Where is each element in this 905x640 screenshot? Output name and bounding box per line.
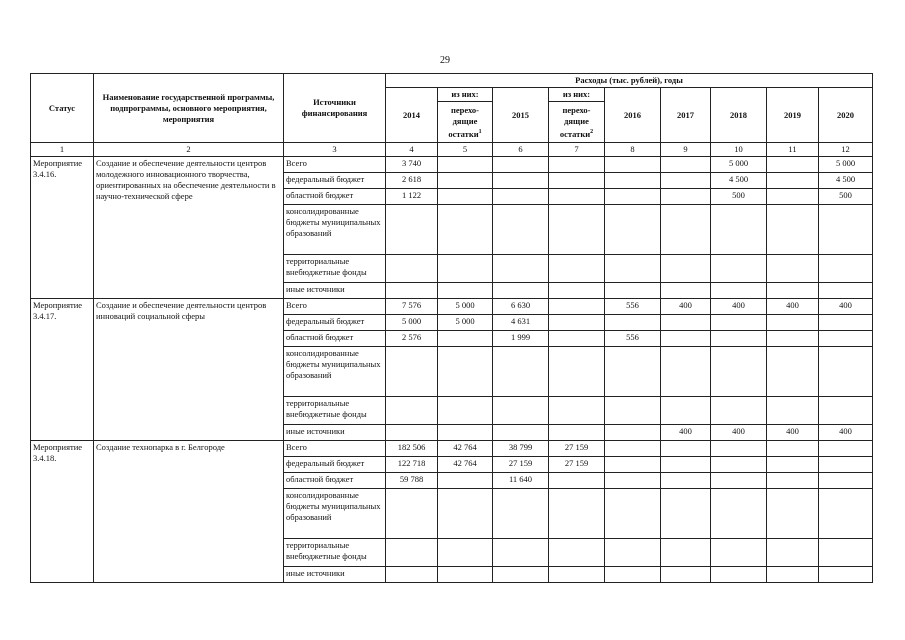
header-expenses: Расходы (тыс. рублей), годы: [386, 74, 873, 88]
header-2015: 2015: [493, 88, 549, 143]
funding-source-cell: областной бюджет: [284, 331, 386, 347]
amount-cell: [549, 255, 605, 283]
header-transitional-1: [438, 102, 493, 143]
amount-cell: [661, 283, 711, 299]
amount-cell: 400: [819, 425, 873, 441]
amount-cell: [493, 347, 549, 397]
amount-cell: [605, 347, 661, 397]
amount-cell: [549, 299, 605, 315]
amount-cell: [767, 189, 819, 205]
amount-cell: [549, 331, 605, 347]
amount-cell: [819, 441, 873, 457]
amount-cell: [711, 205, 767, 255]
amount-cell: 5 000: [438, 299, 493, 315]
amount-cell: [493, 539, 549, 567]
amount-cell: [549, 315, 605, 331]
amount-cell: [767, 205, 819, 255]
funding-source-cell: федеральный бюджет: [284, 173, 386, 189]
status-cell: Мероприятие 3.4.17.: [31, 299, 94, 441]
amount-cell: [767, 567, 819, 583]
column-number-row: [31, 143, 873, 157]
amount-cell: 2 576: [386, 331, 438, 347]
amount-cell: [711, 441, 767, 457]
budget-table: [30, 73, 873, 583]
table-header: [31, 74, 873, 157]
amount-cell: [819, 331, 873, 347]
amount-cell: 59 788: [386, 473, 438, 489]
amount-cell: 4 500: [819, 173, 873, 189]
amount-cell: [605, 255, 661, 283]
amount-cell: [711, 283, 767, 299]
amount-cell: 1 122: [386, 189, 438, 205]
amount-cell: [819, 283, 873, 299]
funding-source-cell: Всего: [284, 299, 386, 315]
header-2020: 2020: [819, 88, 873, 143]
amount-cell: [661, 189, 711, 205]
table-row: [31, 157, 873, 173]
funding-source-cell: Всего: [284, 157, 386, 173]
amount-cell: 5 000: [711, 157, 767, 173]
amount-cell: [819, 539, 873, 567]
amount-cell: [711, 315, 767, 331]
amount-cell: 182 506: [386, 441, 438, 457]
amount-cell: [767, 473, 819, 489]
amount-cell: [386, 255, 438, 283]
amount-cell: [819, 473, 873, 489]
amount-cell: [605, 315, 661, 331]
funding-source-cell: консолидированные бюджеты муниципальных образований: [284, 205, 386, 255]
amount-cell: 3 740: [386, 157, 438, 173]
amount-cell: [661, 567, 711, 583]
amount-cell: [605, 205, 661, 255]
amount-cell: 2 618: [386, 173, 438, 189]
column-number: 12: [819, 143, 873, 157]
amount-cell: [819, 205, 873, 255]
amount-cell: 38 799: [493, 441, 549, 457]
amount-cell: [711, 331, 767, 347]
amount-cell: [605, 283, 661, 299]
header-sources: Источники финансирования: [284, 74, 386, 143]
funding-source-cell: иные источники: [284, 567, 386, 583]
amount-cell: 122 718: [386, 457, 438, 473]
amount-cell: [661, 397, 711, 425]
amount-cell: [661, 473, 711, 489]
amount-cell: [493, 567, 549, 583]
amount-cell: [819, 457, 873, 473]
header-status: Статус: [31, 74, 94, 143]
footnote-1: 1: [478, 128, 482, 135]
amount-cell: [767, 315, 819, 331]
amount-cell: [711, 473, 767, 489]
amount-cell: 5 000: [438, 315, 493, 331]
amount-cell: [493, 255, 549, 283]
amount-cell: [438, 473, 493, 489]
column-number: 8: [605, 143, 661, 157]
header-2016: 2016: [605, 88, 661, 143]
amount-cell: [605, 489, 661, 539]
activity-name-cell: Создание и обеспечение деятельности центров молодежного инновационного творчества, ориентированных на обеспечение деятельности в научно-технической сфере: [94, 157, 284, 299]
column-number: 1: [31, 143, 94, 157]
column-number: 5: [438, 143, 493, 157]
amount-cell: 400: [711, 425, 767, 441]
amount-cell: [767, 441, 819, 457]
funding-source-cell: консолидированные бюджеты муниципальных образований: [284, 347, 386, 397]
header-2019: 2019: [767, 88, 819, 143]
amount-cell: [386, 347, 438, 397]
amount-cell: 1 999: [493, 331, 549, 347]
amount-cell: [661, 489, 711, 539]
amount-cell: [819, 315, 873, 331]
amount-cell: [549, 489, 605, 539]
amount-cell: [711, 347, 767, 397]
amount-cell: [386, 567, 438, 583]
header-2014: 2014: [386, 88, 438, 143]
amount-cell: [438, 347, 493, 397]
column-number: 4: [386, 143, 438, 157]
amount-cell: [767, 255, 819, 283]
amount-cell: [438, 331, 493, 347]
amount-cell: [549, 473, 605, 489]
amount-cell: [605, 173, 661, 189]
header-transitional-2-text: перехо-дящие остатки: [559, 104, 591, 139]
amount-cell: [493, 205, 549, 255]
table-row: [31, 299, 873, 315]
amount-cell: 5 000: [819, 157, 873, 173]
amount-cell: [767, 347, 819, 397]
amount-cell: 4 500: [711, 173, 767, 189]
amount-cell: [438, 157, 493, 173]
amount-cell: [438, 425, 493, 441]
header-2017: 2017: [661, 88, 711, 143]
amount-cell: 27 159: [549, 441, 605, 457]
amount-cell: [711, 457, 767, 473]
header-transitional-1-text: перехо-дящие остатки: [448, 104, 479, 139]
status-cell: Мероприятие 3.4.18.: [31, 441, 94, 583]
funding-source-cell: территориальные внебюджетные фонды: [284, 255, 386, 283]
amount-cell: [549, 173, 605, 189]
amount-cell: [605, 567, 661, 583]
amount-cell: [493, 189, 549, 205]
amount-cell: [767, 157, 819, 173]
amount-cell: [438, 205, 493, 255]
amount-cell: [438, 283, 493, 299]
amount-cell: [605, 425, 661, 441]
amount-cell: [605, 441, 661, 457]
amount-cell: 500: [711, 189, 767, 205]
amount-cell: [661, 441, 711, 457]
amount-cell: [661, 539, 711, 567]
amount-cell: [493, 489, 549, 539]
activity-name-cell: Создание и обеспечение деятельности центров инноваций социальной сферы: [94, 299, 284, 441]
amount-cell: 42 764: [438, 441, 493, 457]
amount-cell: 11 640: [493, 473, 549, 489]
amount-cell: [819, 567, 873, 583]
column-number: 9: [661, 143, 711, 157]
table-row: [31, 441, 873, 457]
amount-cell: [605, 473, 661, 489]
funding-source-cell: федеральный бюджет: [284, 457, 386, 473]
funding-source-cell: федеральный бюджет: [284, 315, 386, 331]
page-number: 29: [440, 55, 450, 66]
amount-cell: [438, 189, 493, 205]
funding-source-cell: областной бюджет: [284, 473, 386, 489]
amount-cell: [549, 425, 605, 441]
column-number: 3: [284, 143, 386, 157]
amount-cell: [767, 489, 819, 539]
status-cell: Мероприятие 3.4.16.: [31, 157, 94, 299]
header-of-which-1: из них:: [438, 88, 493, 102]
amount-cell: 400: [819, 299, 873, 315]
amount-cell: [767, 331, 819, 347]
amount-cell: [819, 489, 873, 539]
column-number: 11: [767, 143, 819, 157]
amount-cell: [661, 157, 711, 173]
amount-cell: [661, 173, 711, 189]
amount-cell: [549, 283, 605, 299]
amount-cell: [767, 539, 819, 567]
amount-cell: [711, 539, 767, 567]
amount-cell: [438, 539, 493, 567]
header-name: Наименование государственной программы, подпрограммы, основного мероприятия, мероприятия: [94, 74, 284, 143]
amount-cell: 400: [661, 425, 711, 441]
amount-cell: [549, 157, 605, 173]
amount-cell: [661, 331, 711, 347]
funding-source-cell: иные источники: [284, 425, 386, 441]
amount-cell: 5 000: [386, 315, 438, 331]
amount-cell: [386, 283, 438, 299]
amount-cell: [661, 457, 711, 473]
amount-cell: [819, 397, 873, 425]
amount-cell: [661, 315, 711, 331]
amount-cell: [661, 347, 711, 397]
amount-cell: [605, 189, 661, 205]
funding-source-cell: территориальные внебюджетные фонды: [284, 397, 386, 425]
amount-cell: [438, 397, 493, 425]
amount-cell: [386, 397, 438, 425]
amount-cell: 4 631: [493, 315, 549, 331]
amount-cell: [386, 489, 438, 539]
amount-cell: [767, 283, 819, 299]
amount-cell: [386, 425, 438, 441]
amount-cell: 556: [605, 299, 661, 315]
amount-cell: 6 630: [493, 299, 549, 315]
amount-cell: [438, 567, 493, 583]
amount-cell: 400: [767, 299, 819, 315]
amount-cell: 400: [767, 425, 819, 441]
funding-source-cell: областной бюджет: [284, 189, 386, 205]
amount-cell: 42 764: [438, 457, 493, 473]
amount-cell: [711, 567, 767, 583]
activity-name-cell: Создание технопарка в г. Белгороде: [94, 441, 284, 583]
amount-cell: [819, 347, 873, 397]
amount-cell: 27 159: [493, 457, 549, 473]
amount-cell: [711, 255, 767, 283]
amount-cell: [438, 255, 493, 283]
amount-cell: [549, 567, 605, 583]
amount-cell: [661, 255, 711, 283]
amount-cell: [605, 157, 661, 173]
funding-source-cell: территориальные внебюджетные фонды: [284, 539, 386, 567]
amount-cell: [438, 173, 493, 189]
funding-source-cell: Всего: [284, 441, 386, 457]
amount-cell: 400: [711, 299, 767, 315]
amount-cell: [493, 425, 549, 441]
amount-cell: [549, 539, 605, 567]
amount-cell: [767, 173, 819, 189]
amount-cell: [819, 255, 873, 283]
amount-cell: 7 576: [386, 299, 438, 315]
amount-cell: [767, 397, 819, 425]
amount-cell: 400: [661, 299, 711, 315]
amount-cell: [711, 397, 767, 425]
amount-cell: [493, 157, 549, 173]
column-number: 10: [711, 143, 767, 157]
amount-cell: [767, 457, 819, 473]
amount-cell: 27 159: [549, 457, 605, 473]
header-of-which-2: из них:: [549, 88, 605, 102]
column-number: 6: [493, 143, 549, 157]
header-transitional-2: [549, 102, 605, 143]
amount-cell: [386, 205, 438, 255]
amount-cell: [605, 539, 661, 567]
amount-cell: [661, 205, 711, 255]
table-body: [31, 157, 873, 583]
amount-cell: [386, 539, 438, 567]
column-number: 7: [549, 143, 605, 157]
header-2018: 2018: [711, 88, 767, 143]
amount-cell: [438, 489, 493, 539]
column-number: 2: [94, 143, 284, 157]
amount-cell: [493, 173, 549, 189]
funding-source-cell: иные источники: [284, 283, 386, 299]
amount-cell: [605, 457, 661, 473]
amount-cell: 500: [819, 189, 873, 205]
amount-cell: 556: [605, 331, 661, 347]
amount-cell: [493, 397, 549, 425]
funding-source-cell: консолидированные бюджеты муниципальных образований: [284, 489, 386, 539]
amount-cell: [549, 189, 605, 205]
amount-cell: [549, 347, 605, 397]
footnote-2: 2: [590, 128, 594, 135]
amount-cell: [605, 397, 661, 425]
amount-cell: [493, 283, 549, 299]
amount-cell: [549, 205, 605, 255]
amount-cell: [711, 489, 767, 539]
amount-cell: [549, 397, 605, 425]
